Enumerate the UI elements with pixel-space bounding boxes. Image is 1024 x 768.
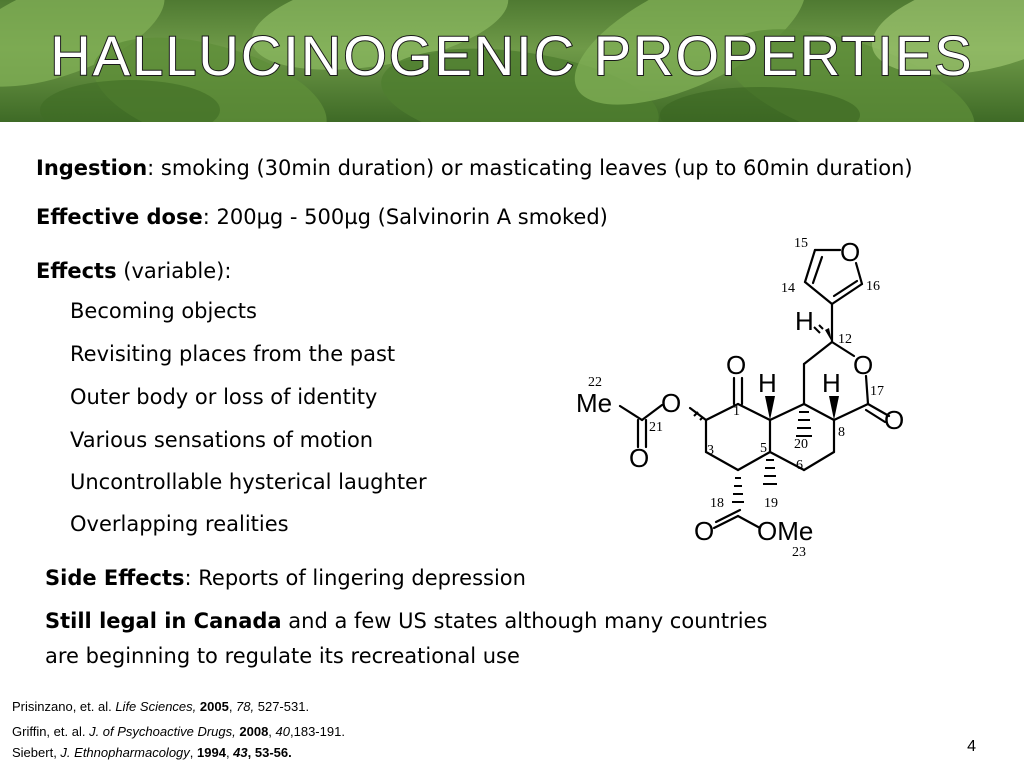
effects-label: Effects xyxy=(36,259,117,283)
position-number: 18 xyxy=(710,496,724,511)
reference-volume: 78, xyxy=(236,699,255,714)
reference-authors: Prisinzano, et. al. xyxy=(12,699,116,714)
side-effects-text: : Reports of lingering depression xyxy=(184,566,526,590)
reference-journal: Life Sciences, xyxy=(115,699,197,714)
atom-label: H xyxy=(822,368,841,398)
effects-item: Outer body or loss of identity xyxy=(70,385,378,409)
reference-separator: , xyxy=(228,699,237,714)
side-effects-label: Side Effects xyxy=(45,566,185,590)
effects-item: Becoming objects xyxy=(70,299,257,323)
reference-year: 2008 xyxy=(239,724,269,739)
effects-item: Overlapping realities xyxy=(70,512,289,536)
legal-label: Still legal in Canada xyxy=(45,609,282,633)
effective-dose-text: : 200µg - 500µg (Salvinorin A smoked) xyxy=(202,205,608,229)
ingestion-label: Ingestion xyxy=(36,156,148,180)
page-title: HALLUCINOGENIC PROPERTIES xyxy=(50,24,974,87)
reference xyxy=(12,724,345,739)
position-number: 16 xyxy=(866,279,880,294)
atom-label: H xyxy=(795,306,814,336)
position-number: 3 xyxy=(707,443,714,458)
atom-label: O xyxy=(661,388,682,418)
position-number: 19 xyxy=(764,496,778,511)
atom-label: O xyxy=(884,405,905,435)
effects-item: Revisiting places from the past xyxy=(70,342,396,366)
ingestion-text: : smoking (30min duration) or masticating leaves (up to 60min duration) xyxy=(147,156,913,180)
reference-pages: ,183-191. xyxy=(290,724,345,739)
position-number: 15 xyxy=(794,236,808,251)
position-number: 8 xyxy=(838,425,845,440)
side-effects-line xyxy=(45,566,526,590)
position-number: 1 xyxy=(733,404,740,419)
reference-year: 2005 xyxy=(199,699,229,714)
reference-volume: 43 xyxy=(233,745,248,760)
position-number: 5 xyxy=(760,441,767,456)
position-number: 17 xyxy=(870,384,884,399)
effects-item: Various sensations of motion xyxy=(70,428,374,452)
reference-journal: J. of Psychoactive Drugs, xyxy=(89,724,236,739)
position-number: 6 xyxy=(796,458,803,473)
atom-label: O xyxy=(726,350,747,380)
reference-separator: , xyxy=(189,745,198,760)
atom-label: Me xyxy=(576,388,613,418)
position-number: 12 xyxy=(838,332,852,347)
reference xyxy=(12,745,292,760)
header-banner xyxy=(0,0,1024,122)
atom-label: O xyxy=(629,443,650,473)
effective-dose-label: Effective dose xyxy=(36,205,203,229)
reference-volume: 40 xyxy=(275,724,290,739)
position-number: 21 xyxy=(649,420,663,435)
effects-line xyxy=(36,259,231,283)
position-number: 23 xyxy=(792,545,806,560)
reference-separator: , xyxy=(225,745,234,760)
position-number: 20 xyxy=(794,437,808,452)
legal-line xyxy=(45,609,767,633)
reference xyxy=(12,699,309,714)
effects-text: (variable): xyxy=(116,259,232,283)
effects-item: Uncontrollable hysterical laughter xyxy=(70,470,427,494)
salvinorin-a-structure xyxy=(570,232,910,567)
page-number: 4 xyxy=(967,738,976,755)
reference-authors: Siebert, xyxy=(12,745,61,760)
reference-year: 1994 xyxy=(197,745,226,760)
atom-label: O xyxy=(694,516,715,546)
atom-label: H xyxy=(758,368,777,398)
atom-label: OMe xyxy=(757,516,814,546)
atom-label: O xyxy=(853,350,874,380)
ingestion-line xyxy=(36,156,913,180)
reference-pages: 527-531. xyxy=(254,699,310,714)
reference-pages: , 53-56. xyxy=(247,745,292,760)
atom-label: O xyxy=(840,237,861,267)
effective-dose-line xyxy=(36,205,608,229)
reference-journal: J. Ethnopharmacology xyxy=(60,745,190,760)
legal-line-2: are beginning to regulate its recreational use xyxy=(45,644,520,668)
reference-separator: , xyxy=(268,724,276,739)
position-number: 22 xyxy=(588,375,602,390)
reference-authors: Griffin, et. al. xyxy=(12,724,90,739)
legal-text: and a few US states although many countries xyxy=(281,609,768,633)
position-number: 14 xyxy=(781,281,795,296)
